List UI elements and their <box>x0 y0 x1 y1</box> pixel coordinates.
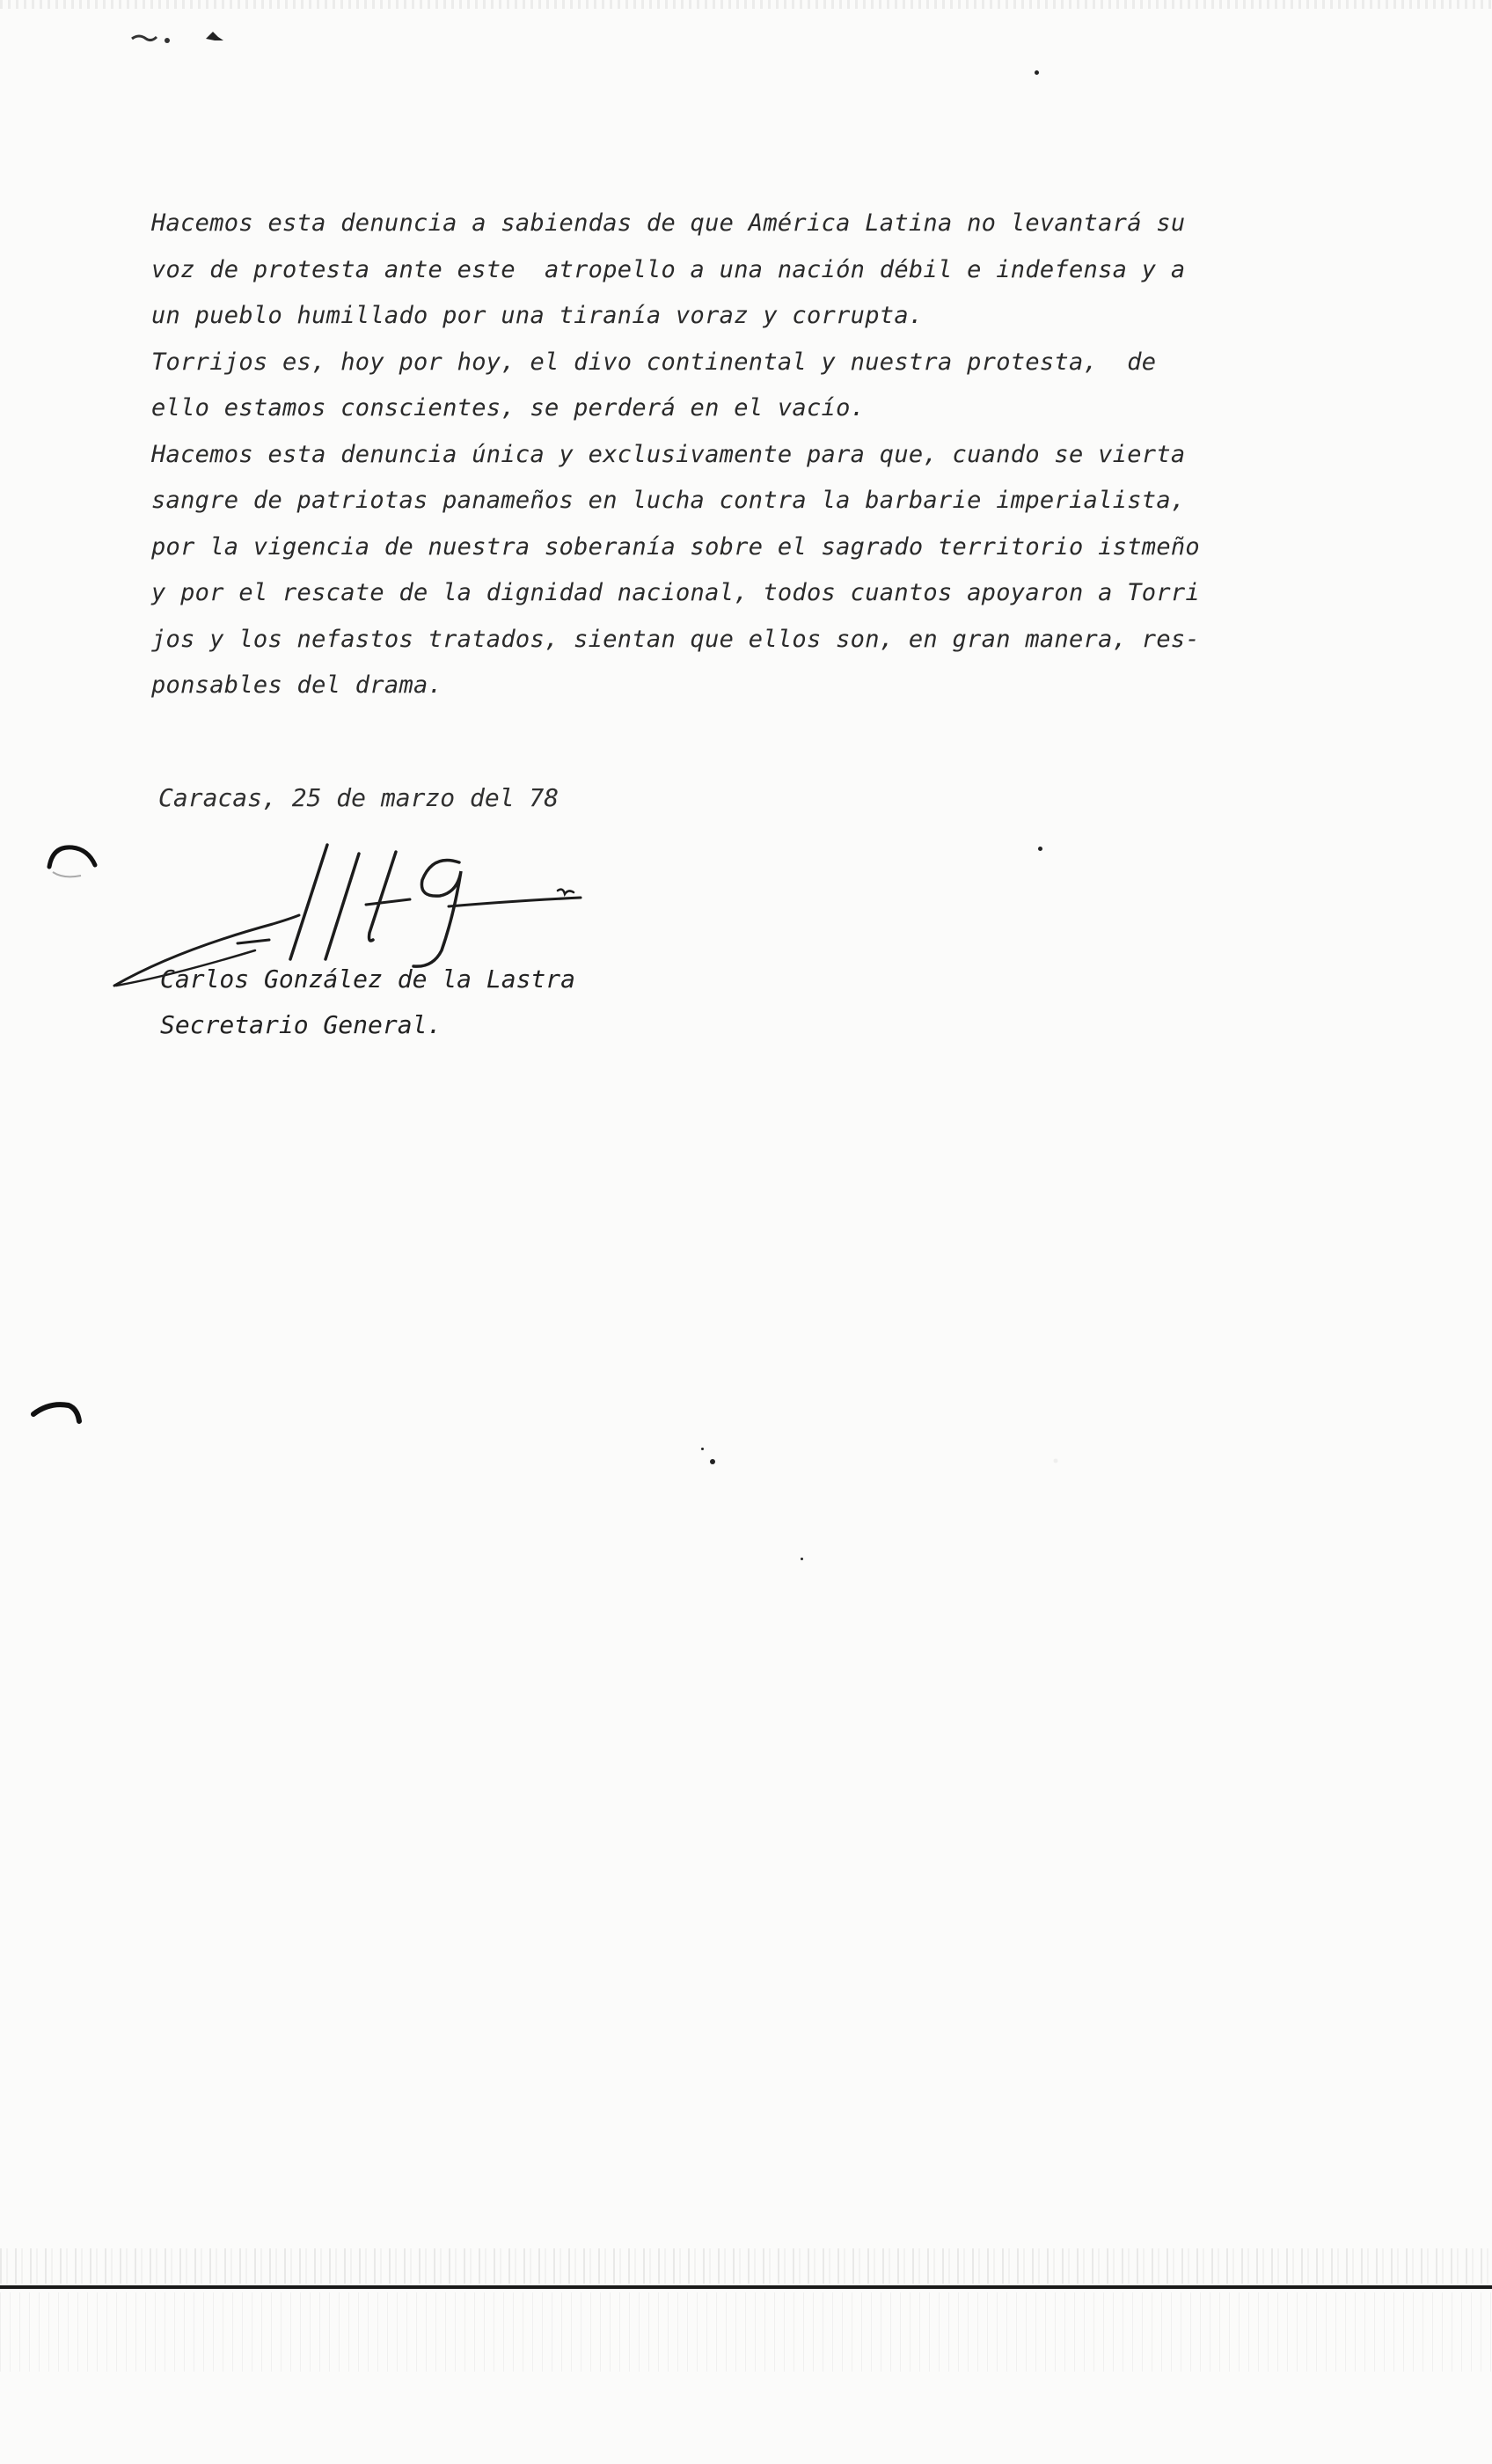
body-line-9: y por el rescate de la dignidad nacional, todos cuantos apoyaron a Torri <box>151 579 1200 606</box>
date-line: Caracas, 25 de marzo del 78 <box>158 783 560 812</box>
body-line-4: Torrijos es, hoy por hoy, el divo continental y nuestra protesta, de <box>151 348 1157 376</box>
scan-noise-band <box>0 2248 1492 2284</box>
scan-bottom-artifact <box>0 2248 1492 2464</box>
punch-hole-icon <box>46 840 99 884</box>
ink-speck <box>1038 847 1042 851</box>
scan-noise-band <box>0 2292 1492 2372</box>
body-line-11: ponsables del drama. <box>151 671 443 699</box>
ink-speck <box>701 1448 704 1450</box>
letter-body <box>151 201 1330 709</box>
body-line-10: jos y los nefastos tratados, sientan que ellos son, en gran manera, res- <box>151 625 1200 653</box>
punch-hole-icon <box>30 1395 83 1439</box>
scan-top-edge <box>0 0 1492 9</box>
body-line-7: sangre de patriotas panameños en lucha contra la barbarie imperialista, <box>151 487 1186 514</box>
body-line-8: por la vigencia de nuestra soberanía sobre el sagrado territorio istmeño <box>151 532 1200 561</box>
body-line-6: Hacemos esta denuncia única y exclusivamente para que, cuando se vierta <box>151 440 1186 468</box>
corner-scribble-icon <box>130 26 227 48</box>
body-line-3: un pueblo humillado por una tiranía voraz y corrupta. <box>151 302 924 329</box>
scan-edge-rule <box>0 2285 1492 2289</box>
signer-name: Carlos González de la Lastra <box>160 964 576 994</box>
signer-title: Secretario General. <box>160 1010 442 1039</box>
ink-speck <box>1035 70 1039 75</box>
body-line-2: voz de protesta ante este atropello a una nación débil e indefensa y a <box>151 255 1186 283</box>
body-line-5: ello estamos conscientes, se perderá en el vacío. <box>151 394 866 422</box>
body-line-1: Hacemos esta denuncia a sabiendas de que América Latina no levantará su <box>151 209 1186 237</box>
ink-speck <box>710 1459 715 1464</box>
ink-speck <box>801 1558 803 1560</box>
